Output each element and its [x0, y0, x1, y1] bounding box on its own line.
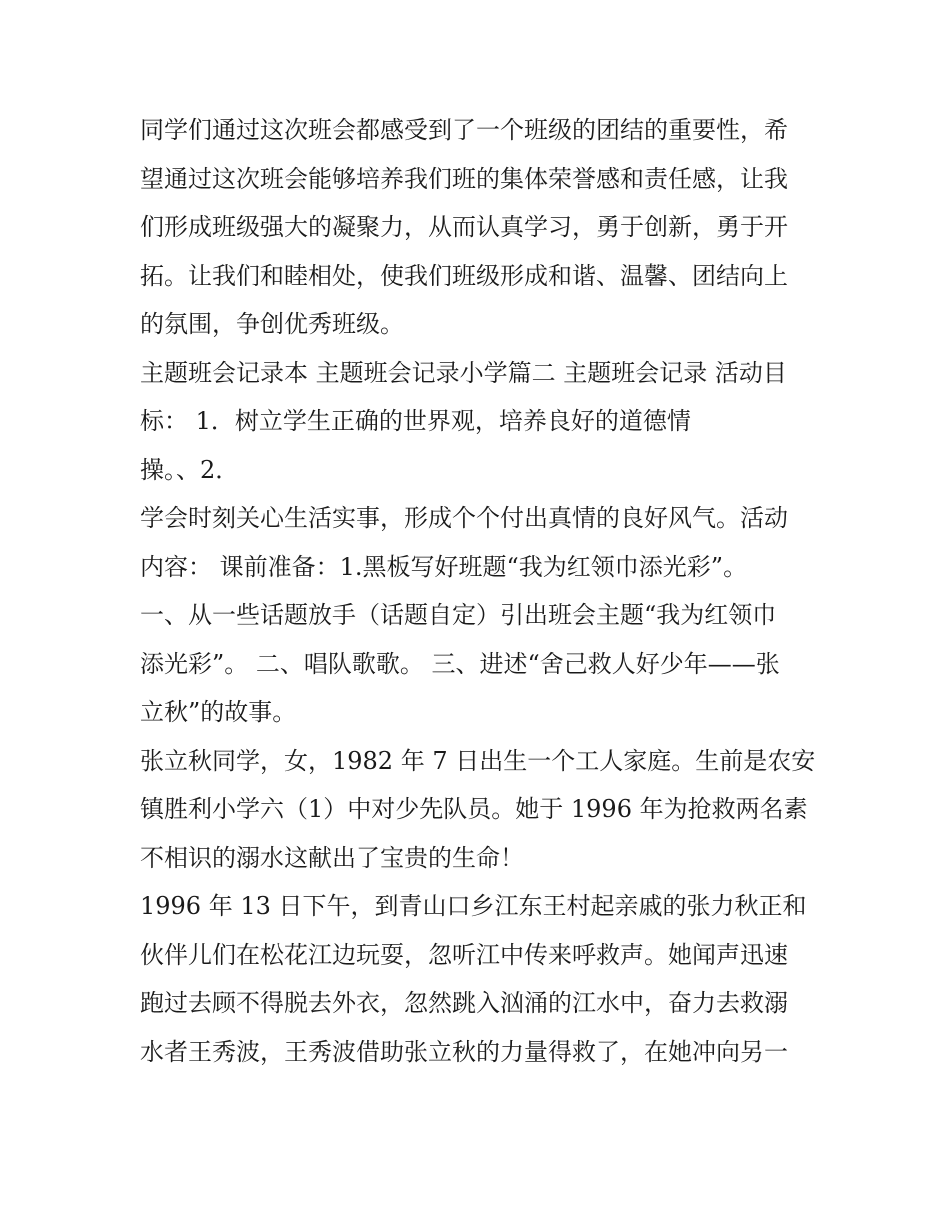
text-line-2: 望通过这次班会能够培养我们班的集体荣誉感和责任感，让我: [140, 164, 788, 193]
text-line-3: 们形成班级强大的凝聚力，从而认真学习，勇于创新，勇于开: [140, 213, 788, 241]
text-line-15: 镇胜利小学六（1）中对少先队员。她于 1996 年为抢救两名素: [140, 795, 808, 823]
text-line-10: 内容： 课前准备：1.黑板写好班题“我为红领巾添光彩”。: [140, 552, 748, 581]
text-line-16: 不相识的溺水这献出了宝贵的生命！: [140, 843, 524, 872]
text-line-6: 主题班会记录本 主题班会记录小学篇二 主题班会记录 活动目: [140, 358, 787, 387]
text-line-11: 一、从一些话题放手（话题自定）引出班会主题“我为红领巾: [140, 601, 777, 629]
text-line-5: 的氛围，争创优秀班级。: [140, 310, 404, 338]
text-line-20: 水者王秀波，王秀波借助张立秋的力量得救了，在她冲向另一: [140, 1037, 788, 1066]
text-line-9: 学会时刻关心生活实事，形成个个付出真情的良好风气。活动: [140, 504, 788, 532]
text-line-1: 同学们通过这次班会都感受到了一个班级的团结的重要性，希: [140, 116, 788, 144]
text-line-17: 1996 年 13 日下午，到青山口乡江东王村起亲戚的张力秋正和: [140, 892, 807, 920]
text-line-19: 跑过去顾不得脱去外衣，忽然跳入汹涌的江水中，奋力去救溺: [140, 989, 788, 1017]
text-line-7: 标： 1．树立学生正确的世界观，培养良好的道德情: [140, 407, 691, 435]
text-line-4: 拓。让我们和睦相处，使我们班级形成和谐、温馨、团结向上: [140, 261, 788, 290]
text-line-12: 添光彩”。 二、唱队歌歌。 三、进述“舍己救人好少年——张: [140, 649, 780, 678]
text-line-14: 张立秋同学，女，1982 年 7 日出生一个工人家庭。生前是农安: [140, 746, 816, 775]
body-text: [140, 106, 820, 1076]
text-line-18: 伙伴儿们在松花江边玩耍，忽听江中传来呼救声。她闻声迅速: [140, 940, 788, 969]
text-line-8: 操。、2．: [140, 455, 240, 484]
text-line-13: 立秋”的故事。: [140, 698, 297, 726]
